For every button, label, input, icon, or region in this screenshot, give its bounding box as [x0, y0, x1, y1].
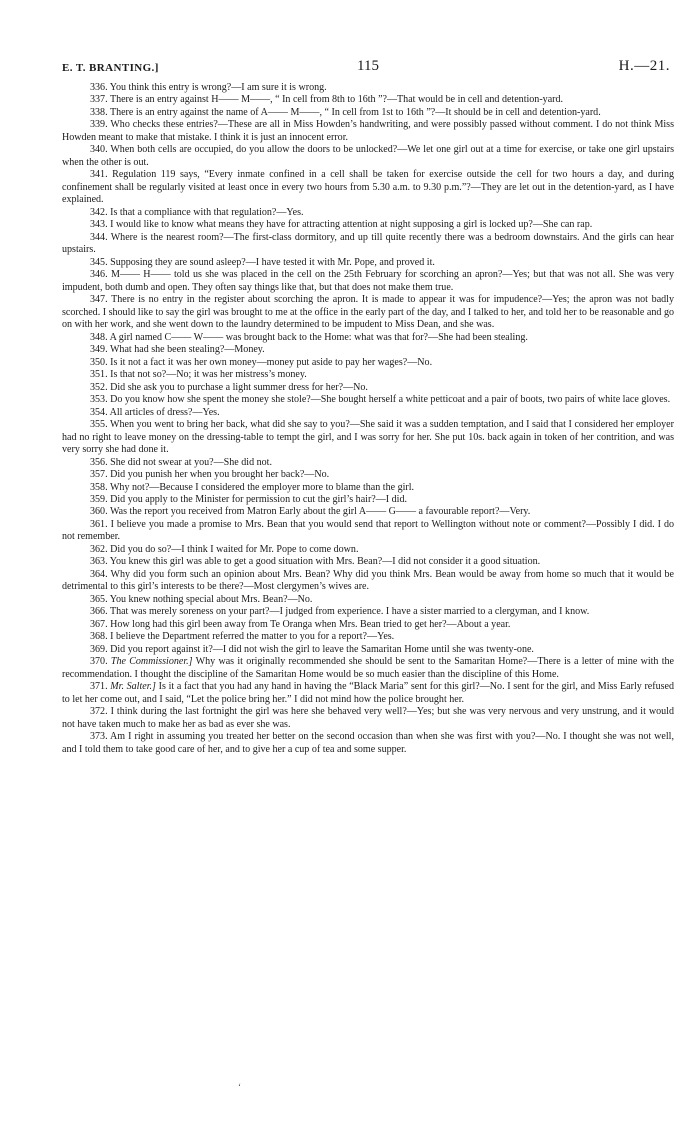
question-answer-text: Is that a compliance with that regulation?—Yes. [110, 206, 304, 218]
testimony-paragraph [62, 394, 674, 406]
testimony-paragraph [62, 706, 674, 731]
question-answer-text: She did not swear at you?—She did not. [110, 456, 272, 468]
testimony-paragraph [62, 544, 674, 556]
question-answer-text: Why did you form such an opinion about Mrs. Bean? Why did you think Mrs. Bean would be away from home so much that it would be detrimental to this girl’s interests to be there?—Most clergymen’s wives are. [62, 568, 674, 593]
question-number: 349. [90, 344, 108, 356]
testimony-paragraph [62, 357, 674, 369]
question-number: 354. [90, 406, 108, 418]
question-number: 363. [90, 556, 108, 568]
question-number: 356. [90, 456, 108, 468]
testimony-paragraph [62, 94, 674, 106]
question-number: 347. [90, 294, 108, 306]
testimony-paragraph [62, 619, 674, 631]
question-number: 348. [90, 331, 108, 343]
question-answer-text: I think during the last fortnight the girl was here she behaved very well?—Yes; but she was very nervous and very unstrung, and it would not have taken much to make her as bad as ever she was. [62, 706, 674, 730]
question-answer-text: Supposing they are sound asleep?—I have tested it with Mr. Pope, and proved it. [110, 256, 435, 268]
testimony-paragraph [62, 556, 674, 568]
testimony-paragraph [62, 419, 674, 456]
question-answer-text: You knew nothing special about Mrs. Bean?—No. [109, 593, 313, 605]
header-witness-name: E. T. BRANTING.] [62, 62, 159, 74]
question-number: 359. [90, 493, 108, 505]
question-number: 346. [90, 269, 108, 281]
question-answer-text: I would like to know what means they have for attracting attention at night supposing a girl is locked up?—She can rap. [110, 219, 593, 231]
question-answer-text: Did you report against it?—I did not wish the girl to leave the Samaritan Home until she was twenty-one. [110, 643, 534, 655]
question-number: 365. [90, 593, 108, 605]
question-answer-text: Did she ask you to purchase a light summer dress for her?—No. [110, 381, 368, 393]
question-answer-text: What had she been stealing?—Money. [109, 344, 265, 356]
question-number: 353. [90, 394, 108, 406]
testimony-paragraph [62, 469, 674, 481]
testimony-paragraph [62, 506, 674, 518]
question-answer-text: Who checks these entries?—These are all in Miss Howden’s handwriting, and were possibly passed without comment. I do not think Miss Howden meant to make that mistake. I think it is just an innocent error. [62, 119, 674, 143]
question-answer-text: When you went to bring her back, what did she say to you?—She said it was a sudden temptation, and I said that I considered her employer had no right to leave money on the dressing-table to tempt the girl, and I was sorry for her. She put 10s. back again in token of her contrition, and was very sorry she had done it. [62, 419, 674, 456]
question-number: 343. [90, 219, 108, 231]
question-number: 369. [90, 643, 108, 655]
question-answer-text: Regulation 119 says, “Every inmate confined in a cell shall be taken for exercise outside the cell for two hours a day, and during confinement shall be regularly visited at least once in every two hours from 5.30 a.m. to 9.30 p.m.”?—They are let out in the detention-yard, as I have explained. [62, 169, 675, 206]
question-answer-text: There is an entry against H—— M——, “ In cell from 8th to 16th ”?—That would be in cell and detention-yard. [109, 94, 564, 106]
question-number: 358. [90, 481, 108, 493]
question-answer-text: I believe you made a promise to Mrs. Bean that you would send that report to Wellington without note or comment?—Possibly I did. I do not remember. [62, 518, 675, 543]
question-answer-text: Is that not so?—No; it was her mistress’s money. [110, 369, 307, 381]
question-answer-text: There is no entry in the register about scorching the apron. It is made to appear it was for impudence?—Yes; the apron was not badly scorched. I should like to say the girl was brought to me at the office in the early part of the day, and I talked to her, and told her to be reasonable and go on with her work, and she went down to the laundry determined to be impudent to Miss Dean, and she was. [62, 294, 674, 331]
testimony-paragraph [62, 169, 674, 206]
question-answer-text: Am I right in assuming you treated her better on the second occasion than when she was first with you?—No. I thought she was not well, and I told them to take good care of her, and to give her a cup of tea and some supper. [62, 731, 674, 755]
question-number: 372. [90, 706, 108, 718]
testimony-paragraph [62, 107, 674, 119]
question-number: 360. [90, 506, 108, 518]
question-answer-text: Where is the nearest room?—The first-class dormitory, and up till quite recently there was a bedroom downstairs. And the girls can hear upstairs. [62, 231, 674, 256]
question-answer-text: All articles of dress?—Yes. [109, 406, 220, 418]
testimony-paragraph [62, 656, 674, 681]
question-number: 355. [90, 419, 108, 431]
testimony-paragraph [62, 207, 674, 219]
question-number: 367. [90, 618, 108, 630]
testimony-paragraph [62, 332, 674, 344]
question-number: 368. [90, 631, 108, 643]
speaker-label: The Commissioner.] [110, 656, 193, 668]
testimony-paragraph [62, 269, 674, 294]
question-answer-text: That was merely soreness on your part?—I judged from experience. I have a sister married to a clergyman, and I know. [109, 606, 590, 618]
question-number: 364. [90, 568, 108, 580]
question-answer-text: Did you apply to the Minister for permission to cut the girl’s hair?—I did. [110, 493, 408, 505]
document-reference: H.—21. [618, 58, 670, 74]
question-number: 366. [90, 606, 108, 618]
testimony-paragraph [62, 82, 674, 94]
question-answer-text: Why was it originally recommended she should be sent to the Samaritan Home?—There is a letter of mine with the recommendation. I thought the discipline of the Samaritan Home would be so much easier than the discipline of this Home. [62, 656, 674, 680]
question-number: 361. [90, 518, 108, 530]
testimony-paragraph [62, 119, 674, 144]
testimony-paragraph [62, 606, 674, 618]
question-answer-text: I believe the Department referred the matter to you for a report?—Yes. [110, 631, 395, 643]
testimony-body [62, 82, 674, 756]
testimony-paragraph [62, 144, 674, 169]
speaker-label: Mr. Salter.] [110, 681, 156, 693]
testimony-paragraph [62, 294, 674, 331]
question-number: 373. [90, 731, 108, 743]
testimony-paragraph [62, 494, 674, 506]
testimony-paragraph [62, 482, 674, 494]
question-number: 351. [90, 369, 108, 381]
question-number: 341. [90, 169, 108, 181]
question-answer-text: Why not?—Because I considered the employer more to blame than the girl. [109, 481, 415, 493]
question-answer-text: A girl named C—— W—— was brought back to the Home: what was that for?—She had been stealing. [109, 331, 528, 343]
question-number: 338. [90, 106, 108, 118]
testimony-paragraph [62, 232, 674, 257]
print-mark: ʻ [238, 1082, 241, 1092]
question-number: 345. [90, 256, 108, 268]
question-number: 350. [90, 356, 108, 368]
question-answer-text: Is it not a fact it was her own money—money put aside to pay her wages?—No. [110, 356, 433, 368]
testimony-paragraph [62, 369, 674, 381]
testimony-paragraph [62, 644, 674, 656]
testimony-paragraph [62, 731, 674, 756]
question-number: 344. [90, 231, 108, 243]
question-answer-text: You knew this girl was able to get a good situation with Mrs. Bean?—I did not consider it a good situation. [109, 556, 541, 568]
question-answer-text: There is an entry against the name of A—— M——, “ In cell from 1st to 16th ”?—It should be in cell and detention-yard. [109, 106, 601, 118]
testimony-paragraph [62, 519, 674, 544]
question-answer-text: M—— H—— told us she was placed in the cell on the 25th February for scorching an apron?—Yes; but that was not all. She was very impudent, both dumb and open. They often say things like that, but that does not make them true. [62, 269, 674, 293]
question-answer-text: When both cells are occupied, do you allow the doors to be unlocked?—We let one girl out at a time for exercise, or take one girl upstairs when the other is out. [62, 144, 674, 168]
page-header [62, 52, 674, 82]
question-answer-text: Did you do so?—I think I waited for Mr. Pope to come down. [110, 543, 359, 555]
question-number: 342. [90, 206, 108, 218]
question-number: 371. [90, 681, 108, 693]
testimony-paragraph [62, 257, 674, 269]
testimony-paragraph [62, 382, 674, 394]
question-answer-text: Do you know how she spent the money she stole?—She bought herself a white petticoat and a pair of boots, two pairs of white lace gloves. [110, 394, 671, 406]
testimony-paragraph [62, 219, 674, 231]
question-number: 352. [90, 381, 108, 393]
question-number: 340. [90, 144, 108, 156]
question-answer-text: Did you punish her when you brought her back?—No. [110, 469, 330, 481]
question-number: 337. [90, 94, 108, 106]
question-number: 370. [90, 656, 108, 668]
question-answer-text: How long had this girl been away from Te Oranga when Mrs. Bean tried to get her?—About a year. [110, 618, 511, 630]
testimony-paragraph [62, 594, 674, 606]
question-answer-text: Was the report you received from Matron Early about the girl A—— G—— a favourable report?—Very. [109, 506, 531, 518]
testimony-paragraph [62, 407, 674, 419]
testimony-paragraph [62, 344, 674, 356]
testimony-paragraph [62, 569, 674, 594]
testimony-paragraph [62, 681, 674, 706]
testimony-paragraph [62, 457, 674, 469]
question-answer-text: Is it a fact that you had any hand in having the “Black Maria” sent for this girl?—No. I sent for the girl, and Miss Early refused to let her come out, and I said, “Let the police bring her.” I did not mind how the police brought her. [62, 681, 675, 705]
question-number: 336. [90, 82, 108, 93]
question-number: 357. [90, 469, 108, 481]
question-number: 362. [90, 543, 108, 555]
question-number: 339. [90, 119, 108, 131]
testimony-paragraph [62, 631, 674, 643]
question-answer-text: You think this entry is wrong?—I am sure it is wrong. [109, 82, 327, 93]
page-number: 115 [357, 58, 379, 74]
